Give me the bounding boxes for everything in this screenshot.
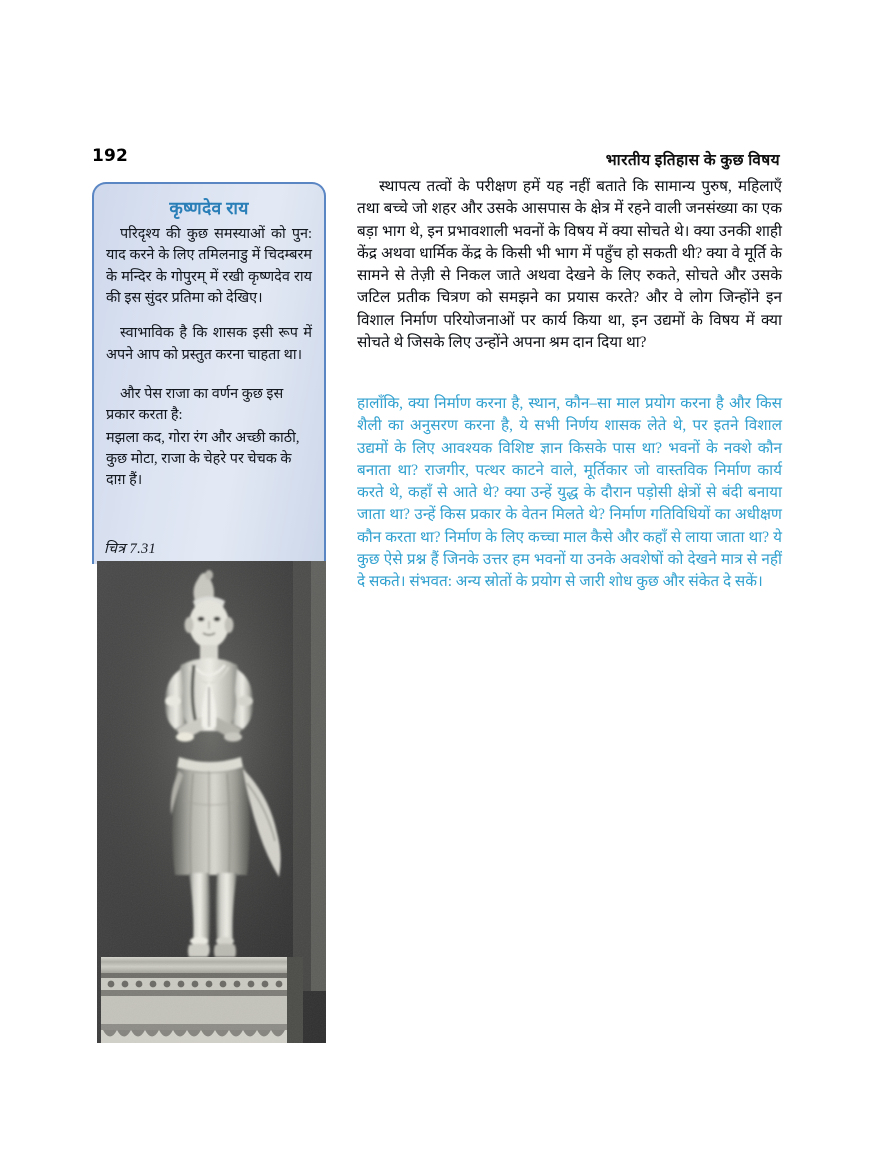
body-paragraph-2-blue: हालाँकि, क्या निर्माण करना है, स्थान, कौन–सा माल प्रयोग करना है और किस शैली का अनुसरण करना है, ये सभी निर्णय शासक लेते थे, पर इतने विशाल उद्यमों के लिए आवश्यक विशिष्ट ज्ञान किसके पास था? भवनों के नक्शे कौन बनाता था? राजगीर, पत्थर काटने वाले, मूर्तिकार जो वास्तविक निर्माण कार्य करते थे, कहाँ से आते थे? क्या उन्हें युद्ध के दौरान पड़ोसी क्षेत्रों से बंदी बनाया जाता था? उन्हें किस प्रकार के वेतन मिलते थे? निर्माण गतिविधियों का अधीक्षण कौन करता था? निर्माण के लिए कच्चा माल कैसे और कहाँ से लाया जाता था? ये कुछ ऐसे प्रश्न हैं जिनके उत्तर हम भवनों या उनके अवशेषों को देखने मात्र से नहीं दे सकते। संभवत: अन्य स्रोतों के प्रयोग से जारी शोध कुछ और संकेत दे सकें। [357, 395, 782, 590]
main-text-column [357, 176, 782, 593]
body-paragraph-1: स्थापत्य तत्वों के परीक्षण हमें यह नहीं बताते कि सामान्य पुरुष, महिलाएँ तथा बच्चे जो शहर और उसके आसपास के क्षेत्र में रहने वाली जनसंख्या का एक बड़ा भाग थे, इन प्रभावशाली भवनों के विषय में क्या सोचते थे। क्या उनकी शाही केंद्र अथवा धार्मिक केंद्र के किसी भी भाग में पहुँच हो सकती थी? क्या वे मूर्ति के सामने से तेज़ी से निकल जाते अथवा देखने के लिए रुकते, सोचते और उसके जटिल प्रतीक चित्रण को समझने का प्रयास करते? और वे लोग जिन्होंने इन विशाल निर्माण परियोजनाओं पर कार्य किया था, इन उद्यमों के विषय में क्या सोचते थे जिसके लिए उन्होंने अपना श्रम दान दिया था? [357, 178, 782, 351]
callout-quote-text: मझला कद, गोरा रंग और अच्छी काठी, कुछ मोटा, राजा के चेहरे पर चेचक के दाग़ हैं। [106, 429, 300, 489]
callout-paragraph-1: परिदृश्य की कुछ समस्याओं को पुन: याद करने के लिए तमिलनाडु में चिदम्बरम के मन्दिर के गोपुरम् में रखी कृष्णदेव राय की इस सुंदर प्रतिमा को देखिए। [106, 226, 312, 306]
callout-quote-lead: और पेस राजा का वर्णन कुछ इस प्रकार करता है: [106, 385, 284, 424]
page-number: 192 [92, 146, 129, 166]
callout-heading: कृष्णदेव राय [169, 198, 249, 218]
krishnadeva-raya-callout-box [92, 182, 326, 564]
figure-caption-label: चित्र [104, 541, 126, 557]
running-head-title: भारतीय इतिहास के कुछ विषय [605, 152, 780, 169]
callout-paragraph-2: स्वाभाविक है कि शासक इसी रूप में अपने आप को प्रस्तुत करना चाहता था। [106, 325, 312, 363]
figure-caption-number: 7.31 [129, 541, 157, 557]
statue-photograph [97, 561, 326, 1043]
statue-photograph-artwork [97, 561, 326, 1043]
figure-caption [104, 538, 156, 558]
